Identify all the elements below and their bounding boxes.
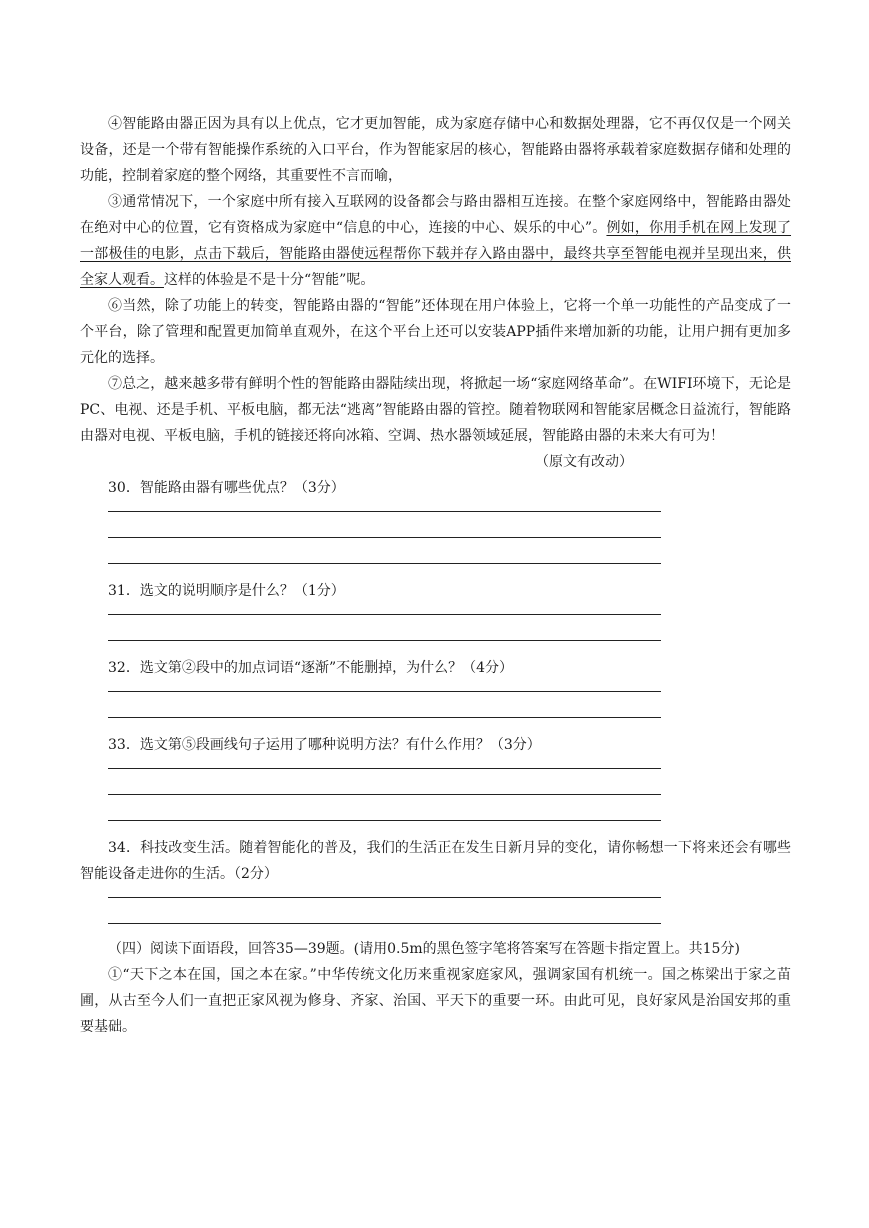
answer-line[interactable] xyxy=(108,795,661,821)
answer-line[interactable] xyxy=(108,758,661,769)
answer-line[interactable] xyxy=(108,604,661,615)
question-text: 33．选文第⑤段画线句子运用了哪种说明方法？有什么作用？（3分） xyxy=(108,737,541,753)
question-text: 34．科技改变生活。随着智能化的普及，我们的生活正在发生日新月异的变化，请你畅想一下将来还会有哪些智能设备走进你的生活。（2分） xyxy=(80,840,791,882)
answer-line[interactable] xyxy=(108,898,661,924)
paragraph-3-text: ③通常情况下，一个家庭中所有接入互联网的设备都会与路由器相互连接。在整个家庭网络中，智能路由器处在绝对中心的位置，它有资格成为家庭中“信息的中心，连接的中心、娱乐的中心”。 xyxy=(80,194,791,236)
answer-area[interactable] xyxy=(108,887,661,924)
question-32 xyxy=(80,655,791,732)
paragraph-7: ⑦总之，越来越多带有鲜明个性的智能路由器陆续出现，将掀起一场“家庭网络革命”。在WIFI环境下，无论是PC、电视、还是手机、平板电脑，都无法“逃离”智能路由器的管控。随着物联网和智能家居概念日益流行，智能路由器对电视、平板电脑，手机的链接还将向冰箱、空调、热水器领域延展，智能路由器的未来大有可为！ xyxy=(80,376,791,444)
answer-line[interactable] xyxy=(108,512,661,538)
exam-page xyxy=(80,111,791,1040)
question-text: 31．选文的说明顺序是什么？（1分） xyxy=(108,583,345,599)
question-31 xyxy=(80,578,791,655)
answer-area[interactable] xyxy=(108,681,661,718)
answer-area[interactable] xyxy=(108,604,661,641)
question-33 xyxy=(80,732,791,835)
answer-area[interactable] xyxy=(108,758,661,821)
answer-line[interactable] xyxy=(108,615,661,641)
section-4-intro: （四）阅读下面语段，回答35—39题。(请用0.5m的黑色签字笔将答案写在答题卡指定置上。共15分) xyxy=(108,941,740,957)
question-text: 30．智能路由器有哪些优点？（3分） xyxy=(108,480,345,496)
paragraph-3 xyxy=(80,189,791,293)
answer-area[interactable] xyxy=(108,501,661,564)
answer-line[interactable] xyxy=(108,769,661,795)
answer-line[interactable] xyxy=(108,681,661,692)
paragraph-4: ④智能路由器正因为具有以上优点，它才更加智能，成为家庭存储中心和数据处理器，它不再仅仅是一个网关设备，还是一个带有智能操作系统的入口平台，作为智能家居的核心，智能路由器将承载着家庭数据存储和处理的功能，控制着家庭的整个网络，其重要性不言而喻， xyxy=(80,116,791,184)
question-text: 32．选文第②段中的加点词语“逐渐”不能删掉，为什么？（4分） xyxy=(108,660,514,676)
paragraph-3-tail: 这样的体验是不是十分“智能”呢。 xyxy=(164,272,375,288)
source-note: （原文有改动） xyxy=(535,454,633,470)
answer-line[interactable] xyxy=(108,538,661,564)
answer-line[interactable] xyxy=(108,501,661,512)
question-34 xyxy=(80,835,791,936)
question-30 xyxy=(80,475,791,578)
answer-line[interactable] xyxy=(108,692,661,718)
answer-line[interactable] xyxy=(108,887,661,898)
section-4-paragraph-1: ①“天下之本在国，国之本在家。”中华传统文化历来重视家庭家风，强调家国有机统一。国之栋梁出于家之苗圃，从古至今人们一直把正家风视为修身、齐家、治国、平天下的重要一环。由此可见，良好家风是治国安邦的重要基础。 xyxy=(80,967,791,1035)
underlined-sentence: 例如，你用手机在网上发现了一部极佳的电影，点击下载后，智能路由器使远程帮你下载并存入路由器中，最终共享至智能电视并呈现出来，供全家人观看。 xyxy=(80,220,792,288)
paragraph-6: ⑥当然，除了功能上的转变，智能路由器的“智能”还体现在用户体验上，它将一个单一功能性的产品变成了一个平台，除了管理和配置更加简单直观外，在这个平台上还可以安装APP插件来增加新的功能，让用户拥有更加多元化的选择。 xyxy=(80,298,791,366)
